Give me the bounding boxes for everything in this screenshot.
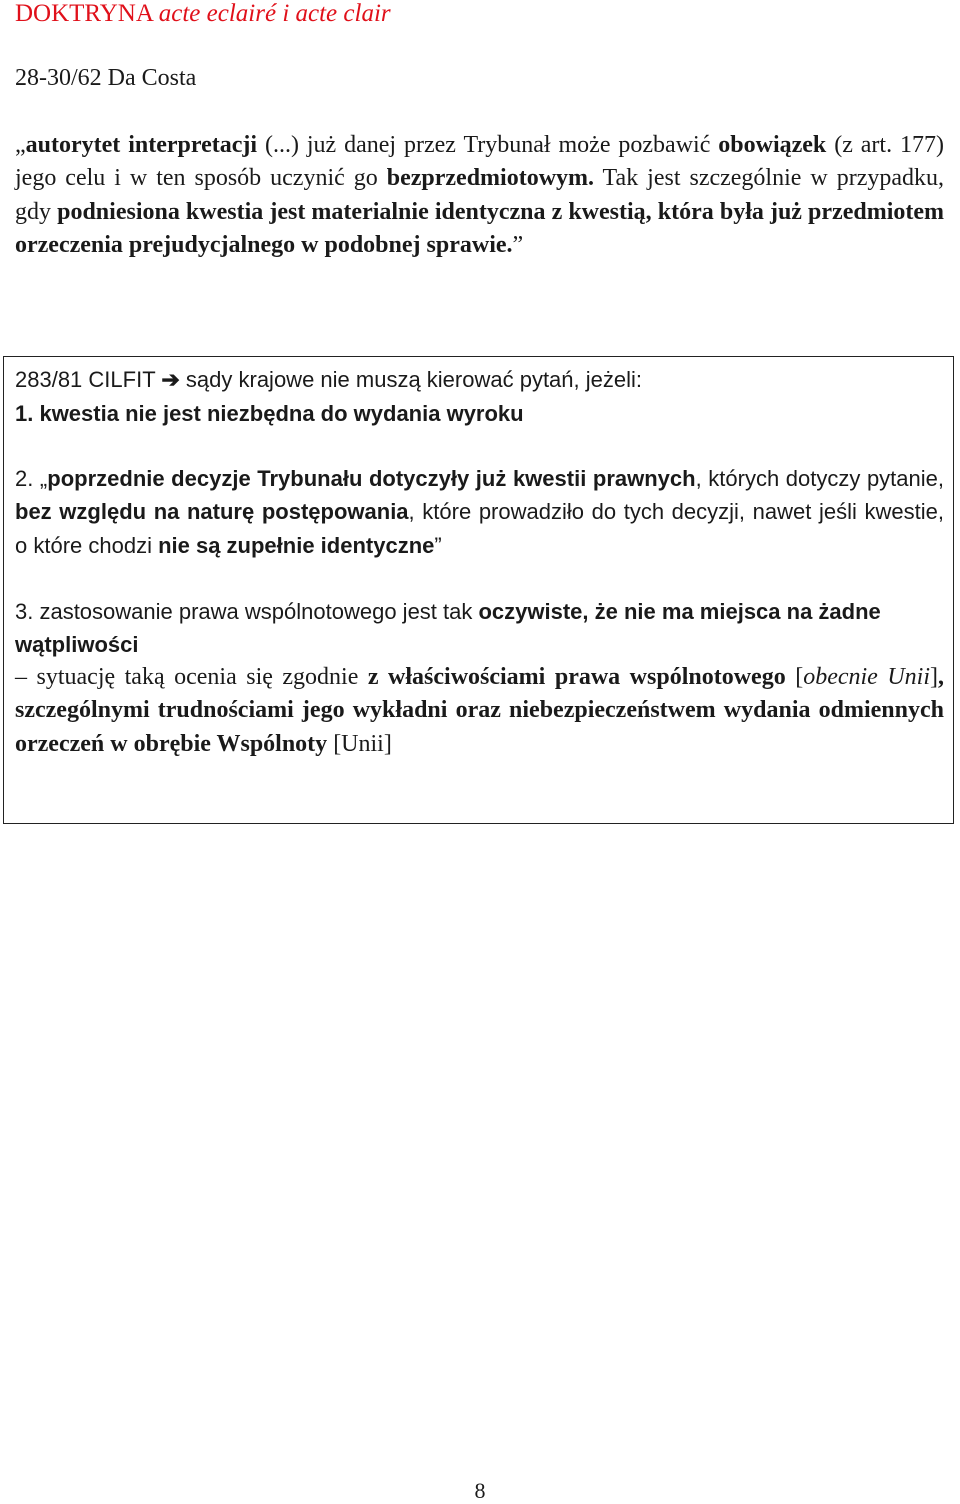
case-reference: 28-30/62 Da Costa (15, 65, 197, 91)
cilfit-point-1: 1. kwestia nie jest niezbędna do wydania wyroku (15, 401, 524, 426)
cilfit-intro: 283/81 CILFIT ➔ sądy krajowe nie muszą kierować pytań, jeżeli: (15, 367, 643, 392)
doctrine-case-name: acte eclairé i acte clair (158, 0, 391, 27)
cilfit-point-2: 2. „poprzednie decyzje Trybunału dotyczyły już kwestii prawnych, których dotyczy pytanie, bez względu na naturę postępowania, które prowadziło do tych decyzji, nawet jeśli kwestie, o które chodzi nie są zupełnie identyczne” (15, 466, 944, 558)
quote-bold-pointless: bezprzedmiotowym. (386, 165, 595, 192)
doctrine-heading (15, 0, 391, 29)
cilfit-ref: 283/81 CILFIT (15, 367, 156, 392)
quote-bold-authority: autorytet interpretacji (25, 132, 258, 158)
arrow-right-icon: ➔ (161, 367, 180, 392)
cilfit-point-3: 3. zastosowanie prawa wspólnotowego jest tak oczywiste, że nie ma miejsca na żadne wątpliwości (15, 599, 881, 658)
quote-bold-obligation: obowiązek (718, 132, 827, 158)
da-costa-quote: „autorytet interpretacji (...) już danej przez Trybunał może pozbawić obowiązek (z art. 177) jego celu i w ten sposób uczynić go bezprzedmiotowym. Tak jest szczególnie w przypadku, gdy podniesiona kwestia jest materialnie identyczna z kwestią, która była już przedmiotem orzeczenia prejudycjalnego w podobnej sprawie.” (15, 132, 945, 258)
cilfit-assessment: – sytuację taką ocenia się zgodnie z właściwościami prawa wspólnotowego [obecnie Unii], szczególnymi trudnościami jego wykładni oraz niebezpieczeństwem wydania odmiennych orzeczeń w obrębie Wspólnoty [Unii] (15, 664, 944, 757)
doctrine-title: DOKTRYNA (15, 0, 153, 27)
quote-bold-identical: podniesiona kwestia jest materialnie identyczna z kwestią, która była już przedmiotem orzeczenia prejudycjalnego w podobnej sprawie. (15, 198, 945, 258)
page-number: 8 (474, 1478, 486, 1503)
